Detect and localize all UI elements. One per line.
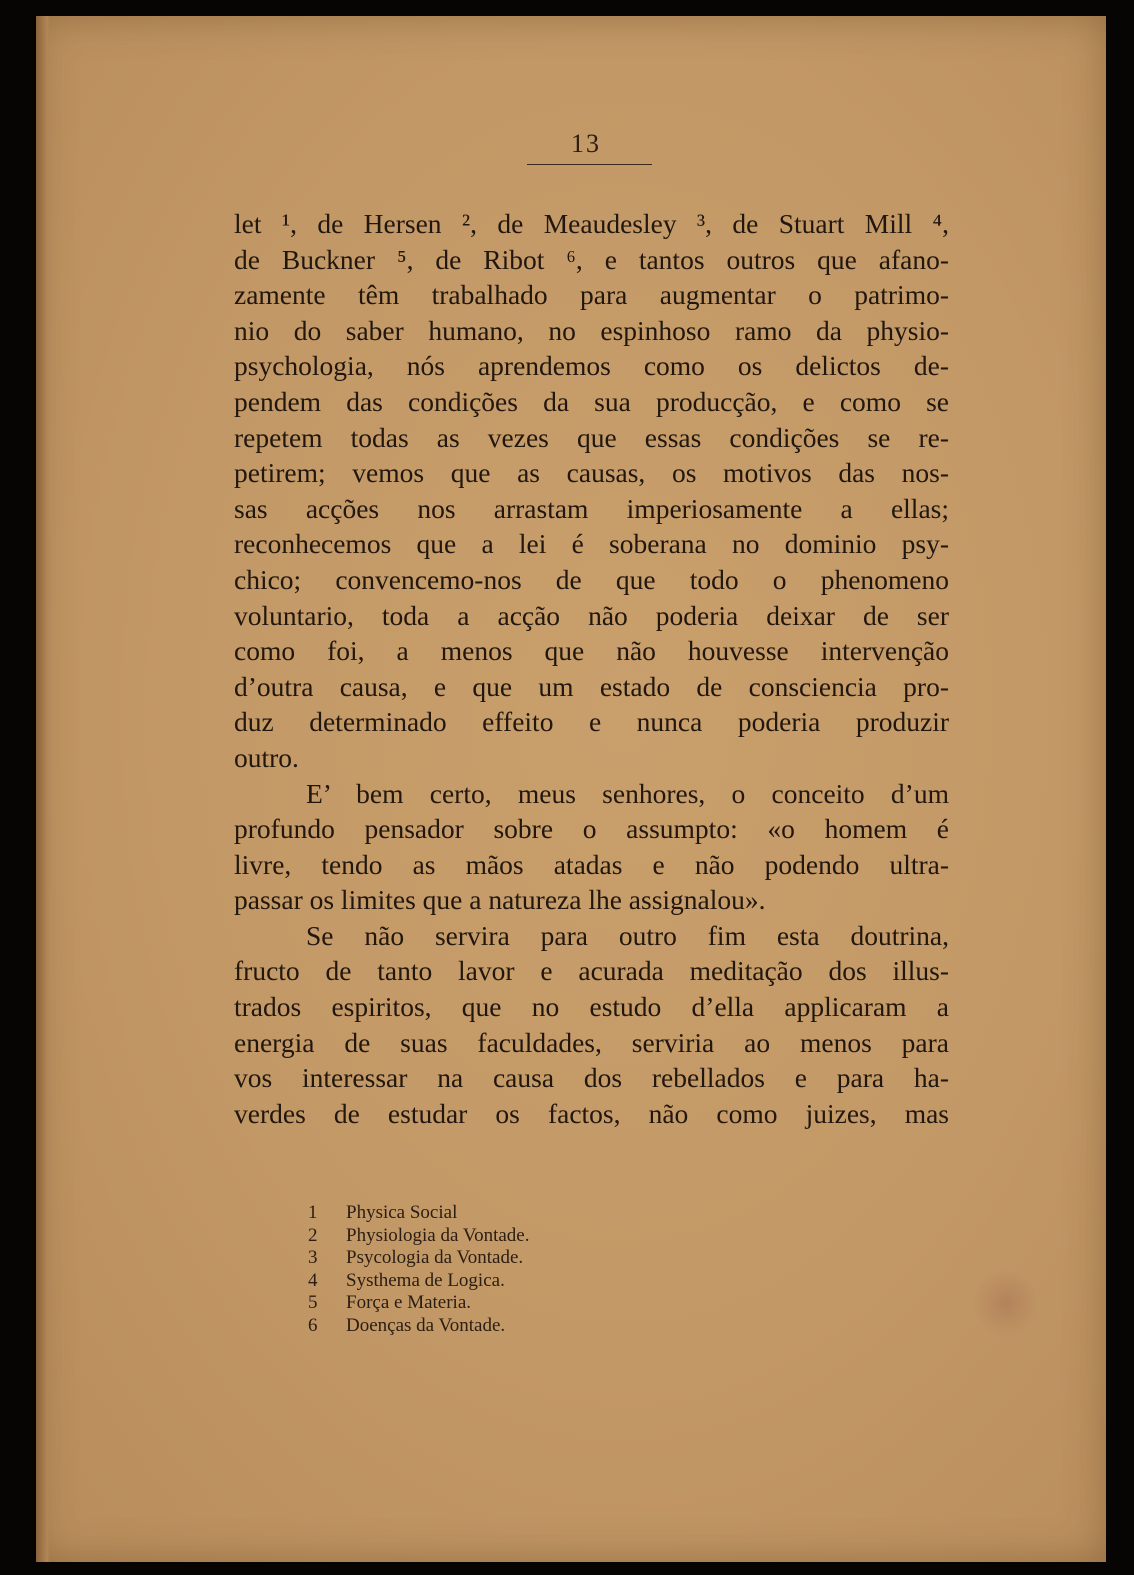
text-line: pendem das condições da sua producção, e como se bbox=[234, 385, 949, 417]
text-line: E’ bem certo, meus senhores, o conceito d’um bbox=[306, 777, 949, 809]
page-stain bbox=[974, 1268, 1038, 1338]
footnote bbox=[308, 1270, 530, 1293]
footnote-text: Doenças da Vontade. bbox=[346, 1314, 506, 1336]
footnote bbox=[308, 1202, 530, 1225]
footnote-number: 6 bbox=[308, 1314, 318, 1336]
page-number: 13 bbox=[571, 129, 601, 158]
book-page bbox=[36, 16, 1106, 1562]
footnote-text: Força e Materia. bbox=[346, 1292, 472, 1313]
text-line: livre, tendo as mãos atadas e não podendo ultra- bbox=[234, 848, 949, 880]
text-line: duz determinado effeito e nunca poderia produzir bbox=[234, 706, 949, 738]
body-text bbox=[234, 206, 949, 1131]
text-line: nio do saber humano, no espinhoso ramo da physio- bbox=[234, 314, 949, 346]
text-line: let ¹, de Hersen ², de Meaudesley ³, de Stuart Mill ⁴, bbox=[234, 208, 949, 239]
text-line: de Buckner ⁵, de Ribot ⁶, e tantos outros que afano- bbox=[234, 243, 949, 275]
page-binding-edge bbox=[36, 16, 50, 1562]
text-line: d’outra causa, e que um estado de consciencia pro- bbox=[234, 670, 949, 702]
footnote-text: Physiologia da Vontade. bbox=[346, 1224, 530, 1246]
header-rule bbox=[527, 164, 652, 165]
text-line: profundo pensador sobre o assumpto: «o homem é bbox=[234, 813, 949, 845]
text-line: vos interessar na causa dos rebellados e para ha- bbox=[234, 1062, 949, 1094]
footnotes bbox=[308, 1202, 530, 1337]
footnote-number: 2 bbox=[308, 1224, 318, 1246]
text-line: trados espiritos, que no estudo d’ella applicaram a bbox=[234, 991, 949, 1023]
text-line: repetem todas as vezes que essas condições se re- bbox=[234, 421, 949, 453]
text-line: verdes de estudar os factos, não como juizes, mas bbox=[234, 1097, 949, 1129]
footnote bbox=[308, 1247, 530, 1270]
text-line: energia de suas faculdades, serviria ao menos para bbox=[234, 1026, 949, 1058]
text-line: sas acções nos arrastam imperiosamente a ellas; bbox=[234, 492, 949, 524]
text-line: como foi, a menos que não houvesse intervenção bbox=[234, 635, 949, 667]
footnote-text: Physica Social bbox=[346, 1202, 458, 1223]
text-line: voluntario, toda a acção não poderia deixar de ser bbox=[234, 599, 949, 631]
footnote bbox=[308, 1225, 530, 1248]
text-line: chico; convencemo-nos de que todo o phenomeno bbox=[234, 563, 949, 595]
text-line: petirem; vemos que as causas, os motivos das nos- bbox=[234, 457, 949, 489]
text-line: reconhecemos que a lei é soberana no dominio psy- bbox=[234, 528, 949, 560]
text-line: fructo de tanto lavor e acurada meditação dos illus- bbox=[234, 955, 949, 987]
text-line: psychologia, nós aprendemos como os delictos de- bbox=[234, 350, 949, 382]
text-line: Se não servira para outro fim esta doutrina, bbox=[306, 919, 949, 951]
text-line: outro. bbox=[234, 741, 299, 773]
footnote bbox=[308, 1292, 530, 1315]
footnote-text: Psycologia da Vontade. bbox=[346, 1247, 524, 1268]
footnote-number: 4 bbox=[308, 1269, 318, 1291]
text-line: zamente têm trabalhado para augmentar o patrimo- bbox=[234, 279, 949, 311]
footnote bbox=[308, 1315, 530, 1338]
footnote-number: 5 bbox=[308, 1292, 318, 1313]
text-line: passar os limites que a natureza lhe assignalou». bbox=[234, 884, 766, 916]
footnote-text: Systhema de Logica. bbox=[346, 1269, 505, 1291]
footnote-number: 3 bbox=[308, 1247, 318, 1268]
footnote-number: 1 bbox=[308, 1202, 318, 1223]
